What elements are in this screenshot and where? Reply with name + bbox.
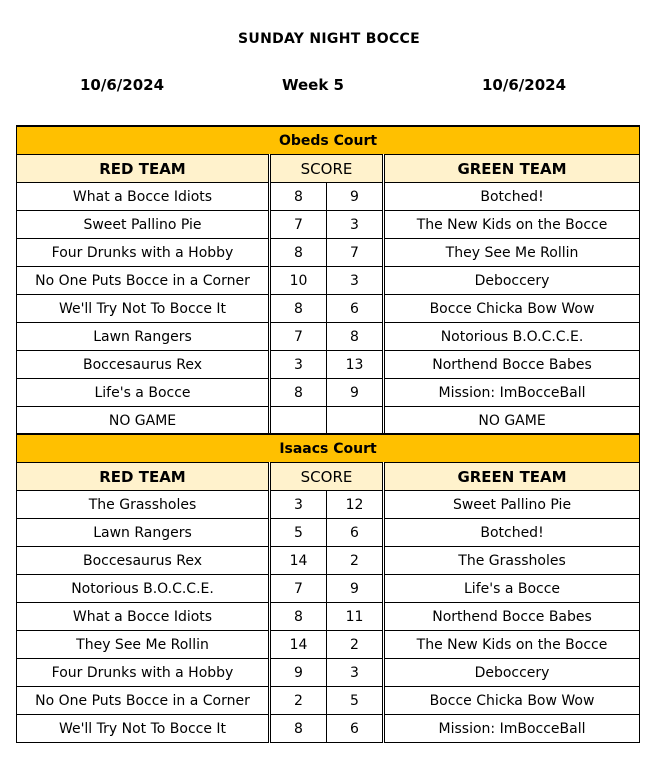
game-row	[17, 183, 640, 211]
green-score: 5	[327, 687, 384, 715]
red-score: 8	[270, 379, 327, 407]
green-team-name: Mission: ImBocceBall	[384, 715, 640, 743]
score-header: SCORE	[270, 463, 384, 491]
green-team-name: The New Kids on the Bocce	[384, 211, 640, 239]
green-team-name: Deboccery	[384, 659, 640, 687]
week-label: Week 5	[282, 76, 344, 94]
court-header-row	[17, 434, 640, 463]
green-team-header: GREEN TEAM	[384, 463, 640, 491]
green-score: 12	[327, 491, 384, 519]
green-team-name: Botched!	[384, 519, 640, 547]
game-row	[17, 379, 640, 407]
game-row	[17, 491, 640, 519]
red-score: 9	[270, 659, 327, 687]
red-team-name: The Grassholes	[17, 491, 270, 519]
red-team-name: Boccesaurus Rex	[17, 351, 270, 379]
green-score: 2	[327, 631, 384, 659]
green-team-name: They See Me Rollin	[384, 239, 640, 267]
green-team-name: The New Kids on the Bocce	[384, 631, 640, 659]
game-row	[17, 351, 640, 379]
red-team-name: We'll Try Not To Bocce It	[17, 295, 270, 323]
red-team-name: Boccesaurus Rex	[17, 547, 270, 575]
red-team-name: Sweet Pallino Pie	[17, 211, 270, 239]
red-team-name: NO GAME	[17, 407, 270, 435]
date-left: 10/6/2024	[80, 76, 165, 94]
green-score: 9	[327, 183, 384, 211]
red-team-name: They See Me Rollin	[17, 631, 270, 659]
red-team-header: RED TEAM	[17, 155, 270, 183]
game-row	[17, 211, 640, 239]
game-row	[17, 407, 640, 435]
game-row	[17, 295, 640, 323]
green-team-name: Deboccery	[384, 267, 640, 295]
green-score: 9	[327, 575, 384, 603]
court-table-obeds	[16, 125, 640, 435]
green-team-name: Botched!	[384, 183, 640, 211]
red-score: 2	[270, 687, 327, 715]
game-row	[17, 659, 640, 687]
game-row	[17, 603, 640, 631]
red-score: 3	[270, 351, 327, 379]
green-team-name: NO GAME	[384, 407, 640, 435]
green-score: 7	[327, 239, 384, 267]
red-score: 10	[270, 267, 327, 295]
column-header-row	[17, 155, 640, 183]
green-team-name: Mission: ImBocceBall	[384, 379, 640, 407]
red-team-header: RED TEAM	[17, 463, 270, 491]
game-row	[17, 239, 640, 267]
red-score: 8	[270, 603, 327, 631]
green-team-name: Northend Bocce Babes	[384, 603, 640, 631]
green-score: 6	[327, 295, 384, 323]
red-score: 8	[270, 183, 327, 211]
red-team-name: Lawn Rangers	[17, 519, 270, 547]
red-score: 7	[270, 211, 327, 239]
red-score: 8	[270, 295, 327, 323]
page-title: SUNDAY NIGHT BOCCE	[238, 31, 420, 47]
green-score: 6	[327, 715, 384, 743]
green-score: 8	[327, 323, 384, 351]
court-table-isaacs	[16, 433, 640, 743]
score-header: SCORE	[270, 155, 384, 183]
green-score	[327, 407, 384, 435]
green-team-name: Northend Bocce Babes	[384, 351, 640, 379]
green-score: 13	[327, 351, 384, 379]
red-score	[270, 407, 327, 435]
red-score: 8	[270, 239, 327, 267]
green-score: 9	[327, 379, 384, 407]
red-team-name: Four Drunks with a Hobby	[17, 659, 270, 687]
game-row	[17, 519, 640, 547]
red-team-name: Four Drunks with a Hobby	[17, 239, 270, 267]
game-row	[17, 631, 640, 659]
green-score: 3	[327, 267, 384, 295]
column-header-row	[17, 463, 640, 491]
game-row	[17, 323, 640, 351]
red-team-name: Notorious B.O.C.C.E.	[17, 575, 270, 603]
green-team-name: Bocce Chicka Bow Wow	[384, 687, 640, 715]
green-team-header: GREEN TEAM	[384, 155, 640, 183]
red-team-name: What a Bocce Idiots	[17, 603, 270, 631]
red-score: 14	[270, 547, 327, 575]
red-team-name: No One Puts Bocce in a Corner	[17, 267, 270, 295]
red-team-name: What a Bocce Idiots	[17, 183, 270, 211]
green-team-name: Bocce Chicka Bow Wow	[384, 295, 640, 323]
game-row	[17, 575, 640, 603]
green-score: 3	[327, 211, 384, 239]
green-team-name: Notorious B.O.C.C.E.	[384, 323, 640, 351]
game-row	[17, 267, 640, 295]
red-team-name: Life's a Bocce	[17, 379, 270, 407]
date-right: 10/6/2024	[482, 76, 567, 94]
green-team-name: The Grassholes	[384, 547, 640, 575]
court-header-row	[17, 126, 640, 155]
red-score: 14	[270, 631, 327, 659]
red-score: 3	[270, 491, 327, 519]
green-score: 2	[327, 547, 384, 575]
red-team-name: Lawn Rangers	[17, 323, 270, 351]
red-score: 5	[270, 519, 327, 547]
red-team-name: We'll Try Not To Bocce It	[17, 715, 270, 743]
red-score: 7	[270, 323, 327, 351]
game-row	[17, 715, 640, 743]
court-name: Isaacs Court	[17, 434, 640, 463]
green-score: 11	[327, 603, 384, 631]
red-team-name: No One Puts Bocce in a Corner	[17, 687, 270, 715]
green-score: 6	[327, 519, 384, 547]
red-score: 7	[270, 575, 327, 603]
green-team-name: Sweet Pallino Pie	[384, 491, 640, 519]
court-name: Obeds Court	[17, 126, 640, 155]
game-row	[17, 547, 640, 575]
red-score: 8	[270, 715, 327, 743]
game-row	[17, 687, 640, 715]
green-score: 3	[327, 659, 384, 687]
green-team-name: Life's a Bocce	[384, 575, 640, 603]
